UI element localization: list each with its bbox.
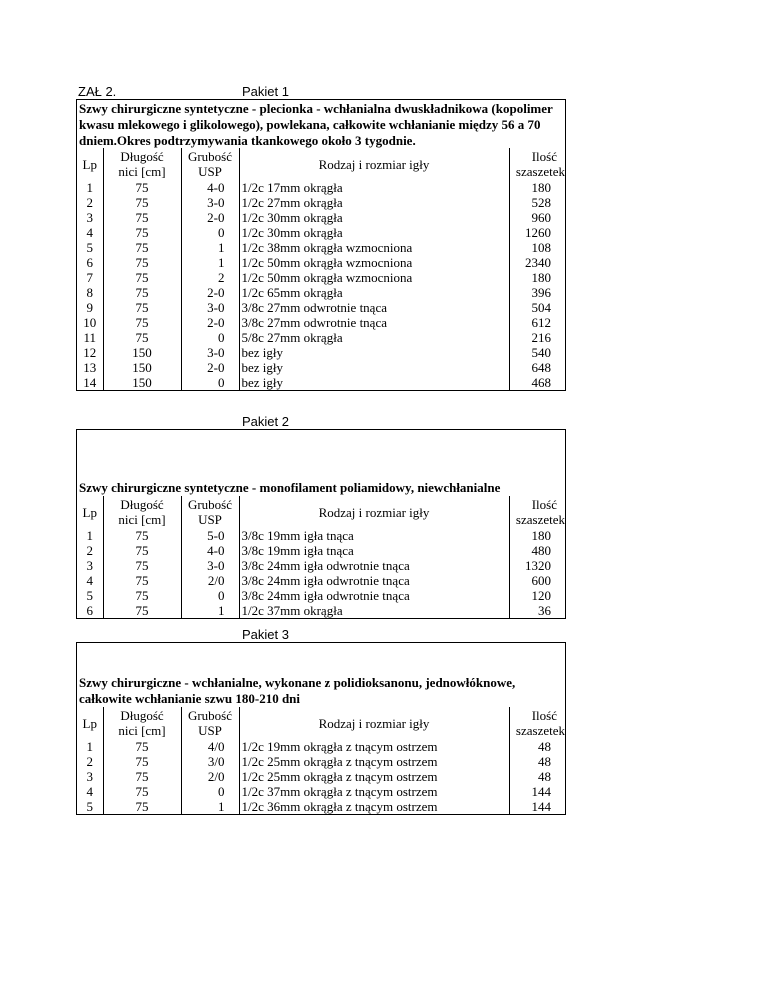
cell-qty: 48 (509, 739, 567, 754)
cell-thickness: 0 (181, 588, 239, 603)
cell-length: 75 (103, 558, 181, 573)
table-row (77, 769, 567, 784)
col-thickness: Grubość USP (181, 496, 239, 528)
cell-thickness: 2-0 (181, 315, 239, 330)
cell-lp: 3 (86, 769, 93, 784)
cell-qty: 144 (509, 784, 567, 799)
cell-qty: 528 (509, 195, 567, 210)
cell-length: 75 (103, 285, 181, 300)
package-1-title: Pakiet 1 (242, 84, 289, 99)
col-lp: Lp (82, 504, 97, 520)
col-qty: Ilość szaszetek (509, 148, 567, 180)
col-lp: Lp (82, 715, 97, 731)
cell-qty: 1320 (509, 558, 567, 573)
col-length: Długość nici [cm] (103, 496, 181, 528)
cell-thickness: 2 (181, 270, 239, 285)
cell-lp: 9 (86, 300, 93, 315)
cell-needle: bez igły (239, 375, 509, 390)
cell-length: 75 (103, 739, 181, 754)
package-1-table (77, 148, 567, 390)
table-row (77, 799, 567, 814)
cell-lp: 1 (86, 528, 93, 543)
package-1-box (76, 99, 566, 391)
cell-needle: 3/8c 19mm igła tnąca (239, 543, 509, 558)
cell-thickness: 2/0 (181, 769, 239, 784)
col-length: Długość nici [cm] (103, 707, 181, 739)
cell-qty: 1260 (509, 225, 567, 240)
cell-length: 75 (103, 784, 181, 799)
cell-lp: 10 (83, 315, 97, 330)
cell-needle: 1/2c 25mm okrągła z tnącym ostrzem (239, 754, 509, 769)
attachment-label: ZAŁ 2. (78, 84, 117, 99)
cell-lp: 8 (86, 285, 93, 300)
cell-qty: 48 (509, 769, 567, 784)
table-row (77, 345, 567, 360)
cell-needle: 1/2c 19mm okrągła z tnącym ostrzem (239, 739, 509, 754)
cell-thickness: 2/0 (181, 573, 239, 588)
cell-needle: 1/2c 37mm okrągła z tnącym ostrzem (239, 784, 509, 799)
cell-thickness: 2-0 (181, 210, 239, 225)
cell-qty: 468 (509, 375, 567, 390)
package-2-title: Pakiet 2 (242, 414, 289, 429)
package-2-table (77, 496, 567, 618)
cell-lp: 4 (86, 573, 93, 588)
cell-needle: 1/2c 30mm okrągła (239, 225, 509, 240)
cell-thickness: 0 (181, 784, 239, 799)
cell-qty: 960 (509, 210, 567, 225)
table-row (77, 255, 567, 270)
cell-lp: 2 (86, 195, 93, 210)
col-thickness: Grubość USP (181, 707, 239, 739)
cell-thickness: 1 (181, 240, 239, 255)
table-row (77, 528, 567, 543)
cell-qty: 108 (509, 240, 567, 255)
cell-length: 75 (103, 754, 181, 769)
cell-lp: 12 (83, 345, 97, 360)
cell-length: 75 (103, 270, 181, 285)
table-row (77, 240, 567, 255)
cell-length: 75 (103, 799, 181, 814)
cell-thickness: 5-0 (181, 528, 239, 543)
cell-qty: 180 (509, 528, 567, 543)
cell-thickness: 0 (181, 225, 239, 240)
table-row (77, 603, 567, 618)
cell-length: 75 (103, 240, 181, 255)
cell-qty: 120 (509, 588, 567, 603)
cell-lp: 2 (86, 754, 93, 769)
cell-thickness: 4-0 (181, 543, 239, 558)
cell-lp: 3 (86, 558, 93, 573)
cell-qty: 2340 (509, 255, 567, 270)
cell-length: 75 (103, 603, 181, 618)
package-3-description: Szwy chirurgiczne - wchłanialne, wykonane z polidioksanonu, jednowłóknowe, całkowite wchłanianie szwu 180-210 dni (79, 675, 516, 706)
table-row (77, 543, 567, 558)
cell-length: 75 (103, 543, 181, 558)
package-2-description: Szwy chirurgiczne syntetyczne - monofilament poliamidowy, niewchłanialne (79, 480, 501, 495)
table-row (77, 784, 567, 799)
cell-length: 150 (103, 360, 181, 375)
cell-needle: 1/2c 36mm okrągła z tnącym ostrzem (239, 799, 509, 814)
col-needle: Rodzaj i rozmiar igły (239, 148, 509, 180)
cell-thickness: 3/0 (181, 754, 239, 769)
col-length: Długość nici [cm] (103, 148, 181, 180)
package-3-box (76, 642, 566, 815)
col-needle: Rodzaj i rozmiar igły (239, 496, 509, 528)
cell-lp: 3 (86, 210, 93, 225)
cell-thickness: 3-0 (181, 195, 239, 210)
cell-qty: 504 (509, 300, 567, 315)
cell-length: 75 (103, 769, 181, 784)
table-header-row (77, 707, 567, 739)
cell-needle: 3/8c 24mm igła odwrotnie tnąca (239, 588, 509, 603)
cell-thickness: 1 (181, 603, 239, 618)
cell-thickness: 0 (181, 330, 239, 345)
cell-qty: 144 (509, 799, 567, 814)
table-row (77, 588, 567, 603)
table-row (77, 558, 567, 573)
cell-length: 75 (103, 588, 181, 603)
table-row (77, 330, 567, 345)
cell-thickness: 4-0 (181, 180, 239, 195)
cell-thickness: 1 (181, 799, 239, 814)
cell-lp: 1 (86, 180, 93, 195)
cell-lp: 5 (86, 240, 93, 255)
cell-thickness: 3-0 (181, 345, 239, 360)
cell-lp: 1 (86, 739, 93, 754)
cell-qty: 648 (509, 360, 567, 375)
table-row (77, 210, 567, 225)
cell-length: 150 (103, 345, 181, 360)
cell-length: 75 (103, 300, 181, 315)
cell-qty: 480 (509, 543, 567, 558)
cell-needle: 3/8c 27mm odwrotnie tnąca (239, 300, 509, 315)
cell-thickness: 3-0 (181, 300, 239, 315)
cell-lp: 4 (86, 784, 93, 799)
col-qty: Ilość szaszetek (509, 496, 567, 528)
col-thickness: Grubość USP (181, 148, 239, 180)
cell-needle: 1/2c 27mm okrągła (239, 195, 509, 210)
cell-length: 75 (103, 255, 181, 270)
cell-lp: 6 (86, 255, 93, 270)
cell-length: 75 (103, 330, 181, 345)
cell-needle: 3/8c 24mm igła odwrotnie tnąca (239, 558, 509, 573)
cell-thickness: 4/0 (181, 739, 239, 754)
cell-thickness: 3-0 (181, 558, 239, 573)
col-qty: Ilość szaszetek (509, 707, 567, 739)
cell-lp: 11 (83, 330, 97, 345)
table-row (77, 739, 567, 754)
cell-thickness: 1 (181, 255, 239, 270)
cell-qty: 600 (509, 573, 567, 588)
cell-lp: 7 (86, 270, 93, 285)
table-row (77, 315, 567, 330)
cell-needle: 1/2c 37mm okrągła (239, 603, 509, 618)
package-3-table (77, 707, 567, 814)
cell-length: 75 (103, 225, 181, 240)
cell-needle: 3/8c 19mm igła tnąca (239, 528, 509, 543)
cell-length: 75 (103, 573, 181, 588)
table-row (77, 225, 567, 240)
cell-needle: 5/8c 27mm okrągła (239, 330, 509, 345)
cell-thickness: 0 (181, 375, 239, 390)
cell-lp: 13 (83, 360, 97, 375)
cell-needle: 3/8c 24mm igła odwrotnie tnąca (239, 573, 509, 588)
cell-qty: 180 (509, 180, 567, 195)
table-row (77, 285, 567, 300)
cell-length: 75 (103, 315, 181, 330)
cell-qty: 396 (509, 285, 567, 300)
cell-length: 75 (103, 528, 181, 543)
cell-thickness: 2-0 (181, 360, 239, 375)
table-row (77, 360, 567, 375)
cell-needle: 3/8c 27mm odwrotnie tnąca (239, 315, 509, 330)
col-lp: Lp (82, 156, 97, 172)
cell-lp: 6 (86, 603, 93, 618)
package-3-title: Pakiet 3 (242, 627, 289, 642)
cell-needle: 1/2c 65mm okrągła (239, 285, 509, 300)
cell-needle: 1/2c 25mm okrągła z tnącym ostrzem (239, 769, 509, 784)
cell-qty: 612 (509, 315, 567, 330)
col-needle: Rodzaj i rozmiar igły (239, 707, 509, 739)
cell-needle: 1/2c 38mm okrągła wzmocniona (239, 240, 509, 255)
cell-length: 150 (103, 375, 181, 390)
cell-needle: 1/2c 50mm okrągła wzmocniona (239, 270, 509, 285)
package-1-description: Szwy chirurgiczne syntetyczne - plecionka - wchłanialna dwuskładnikowa (kopolimer kwasu mlekowego i glikolowego), powlekana, całkowite wchłanianie między 56 a 70 dniem.Okres podtrzymywania tkankowego około 3 tygodnie. (79, 101, 553, 148)
cell-lp: 14 (83, 375, 97, 390)
cell-needle: 1/2c 30mm okrągła (239, 210, 509, 225)
table-row (77, 754, 567, 769)
cell-needle: bez igły (239, 360, 509, 375)
cell-qty: 48 (509, 754, 567, 769)
cell-length: 75 (103, 195, 181, 210)
cell-lp: 2 (86, 543, 93, 558)
cell-lp: 4 (86, 225, 93, 240)
cell-qty: 180 (509, 270, 567, 285)
cell-lp: 5 (86, 799, 93, 814)
table-header-row (77, 496, 567, 528)
cell-lp: 5 (86, 588, 93, 603)
table-row (77, 270, 567, 285)
cell-thickness: 2-0 (181, 285, 239, 300)
package-2-box (76, 429, 566, 619)
cell-length: 75 (103, 180, 181, 195)
cell-qty: 216 (509, 330, 567, 345)
cell-needle: 1/2c 50mm okrągła wzmocniona (239, 255, 509, 270)
cell-qty: 540 (509, 345, 567, 360)
table-row (77, 573, 567, 588)
table-row (77, 375, 567, 390)
table-row (77, 300, 567, 315)
cell-qty: 36 (509, 603, 567, 618)
cell-length: 75 (103, 210, 181, 225)
cell-needle: bez igły (239, 345, 509, 360)
table-header-row (77, 148, 567, 180)
table-row (77, 195, 567, 210)
table-row (77, 180, 567, 195)
cell-needle: 1/2c 17mm okrągła (239, 180, 509, 195)
